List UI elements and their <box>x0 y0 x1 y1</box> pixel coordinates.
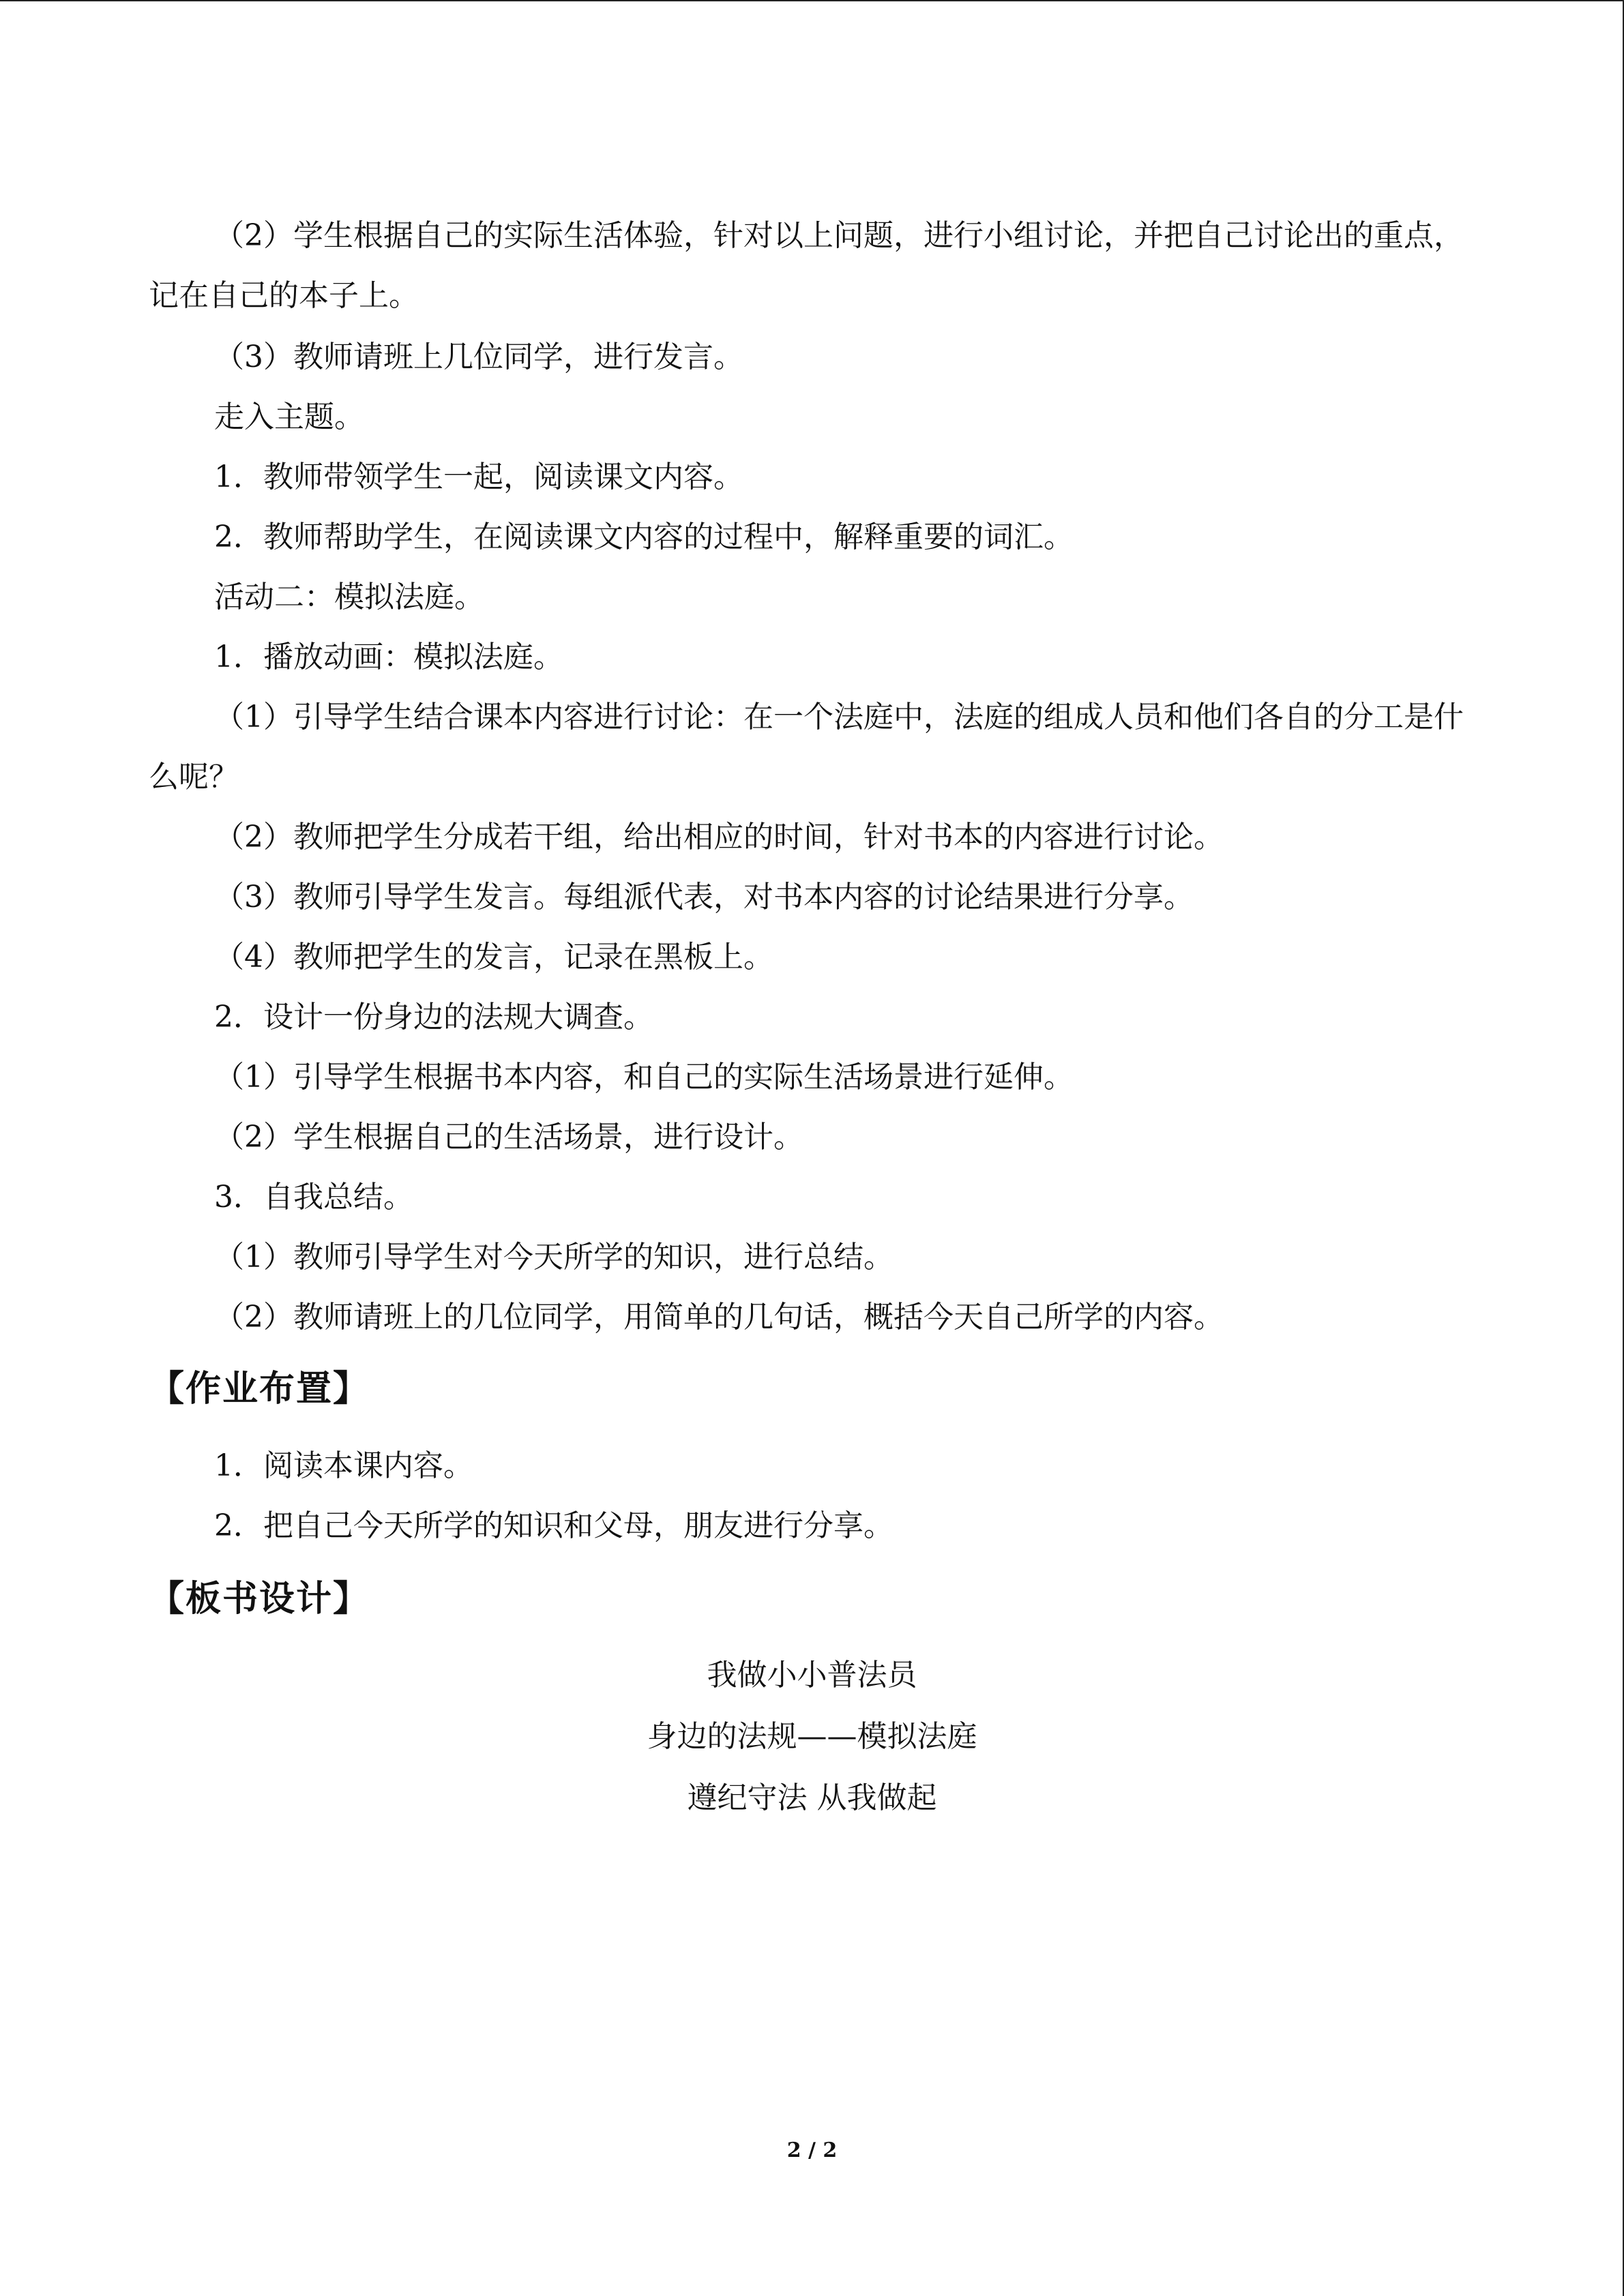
paragraph-blackboard-record: （4）教师把学生的发言，记录在黑板上。 <box>214 940 773 974</box>
board-line-slogan: 遵纪守法 从我做起 <box>687 1780 937 1815</box>
paragraph-activity-two: 活动二：模拟法庭。 <box>214 580 484 614</box>
homework-item-2: 2．把自己今天所学的知识和父母，朋友进行分享。 <box>214 1508 894 1543</box>
paragraph-summarize-knowledge: （1）教师引导学生对今天所学的知识，进行总结。 <box>214 1240 894 1274</box>
paragraph-enter-topic: 走入主题。 <box>214 400 364 434</box>
paragraph-self-summary: 3．自我总结。 <box>214 1180 413 1214</box>
paragraph-survey-design: 2．设计一份身边的法规大调查。 <box>214 1000 653 1034</box>
board-line-subtitle: 身边的法规——模拟法庭 <box>647 1719 977 1754</box>
paragraph-group-share: （3）教师引导学生发言。每组派代表，对书本内容的讨论结果进行分享。 <box>214 880 1194 914</box>
paragraph-student-speech: （3）教师请班上几位同学，进行发言。 <box>214 340 743 374</box>
board-design-heading: 【板书设计】 <box>149 1579 370 1620</box>
paragraph-group-division: （2）教师把学生分成若干组，给出相应的时间，针对书本的内容进行讨论。 <box>214 820 1224 854</box>
paragraph-court-discussion: （1）引导学生结合课本内容进行讨论：在一个法庭中，法庭的组成人员和他们各自的分工是什么呢？ <box>149 700 1464 794</box>
paragraph-play-animation: 1．播放动画：模拟法庭。 <box>214 640 563 674</box>
page-number: 2 / 2 <box>786 2138 838 2162</box>
paragraph-explain-vocab: 2．教师帮助学生，在阅读课文内容的过程中，解释重要的词汇。 <box>214 520 1074 554</box>
homework-item-1: 1．阅读本课内容。 <box>214 1448 473 1483</box>
paragraph-extend-scene: （1）引导学生根据书本内容，和自己的实际生活场景进行延伸。 <box>214 1060 1074 1094</box>
homework-heading: 【作业布置】 <box>149 1369 370 1410</box>
paragraph-read-text: 1．教师带领学生一起，阅读课文内容。 <box>214 460 743 494</box>
paragraph-student-discussion: （2）学生根据自己的实际生活体验，针对以上问题，进行小组讨论，并把自己讨论出的重点，记在自己的本子上。 <box>149 218 1464 313</box>
board-line-title: 我做小小普法员 <box>707 1658 917 1693</box>
paragraph-student-design: （2）学生根据自己的生活场景，进行设计。 <box>214 1120 803 1154</box>
paragraph-summarize-content: （2）教师请班上的几位同学，用简单的几句话，概括今天自己所学的内容。 <box>214 1300 1224 1335</box>
